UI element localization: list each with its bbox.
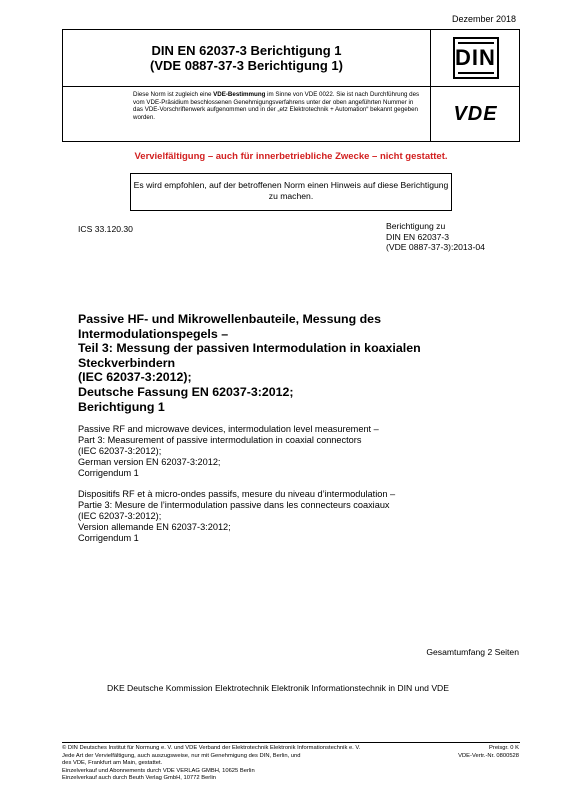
price-group: Preisgr. 0 K — [489, 745, 519, 751]
dke-line: DKE Deutsche Kommission Elektrotechnik Elektronik Informationstechnik in DIN und VDE — [107, 683, 449, 693]
header-box — [62, 29, 520, 142]
vde-logo: VDE — [453, 103, 498, 125]
din-logo-cell — [431, 30, 520, 87]
french-title: Dispositifs RF et à micro-ondes passifs, mesure du niveau d’intermodulation – Partie 3: Mesure de l’intermodulation passive dans les connecteurs coaxiaux (IEC 62037-3:2012); Version allemande EN 62037-3:2012; Corrigendum 1 — [78, 489, 396, 543]
title-line-2: (VDE 0887-37-3 Berichtigung 1) — [150, 58, 343, 73]
footer-divider — [62, 742, 520, 743]
document-title — [63, 30, 431, 87]
total-pages: Gesamtumfang 2 Seiten — [426, 647, 519, 657]
ics-code: ICS 33.120.30 — [78, 224, 133, 234]
vde-note: Diese Norm ist zugleich eine VDE-Bestimmung im Sinne von VDE 0022. Sie ist nach Durchführung des vom VDE-Präsidium beschlossenen Genehmigungsverfahrens unter der oben angeführten Nummer in das VDE-Vorschriftenwerk aufgenommen und in der „etz Elektrotechnik + Automation“ bekannt gegeben worden. — [63, 87, 431, 142]
publication-date: Dezember 2018 — [451, 14, 516, 24]
copy-warning: Vervielfältigung – auch für innerbetriebliche Zwecke – nicht gestattet. — [134, 151, 448, 162]
price-footer — [458, 745, 519, 760]
din-logo — [453, 37, 499, 79]
order-number: VDE-Vertr.-Nr. 0800528 — [458, 752, 519, 759]
english-title: Passive RF and microwave devices, intermodulation level measurement – Part 3: Measurement of passive intermodulation in coaxial connectors (IEC 62037-3:2012); German version EN 62037-3:2012; Corrigendum 1 — [78, 424, 379, 478]
corrigendum-reference: Berichtigung zu DIN EN 62037-3 (VDE 0887-37-3):2013-04 — [386, 221, 485, 252]
vde-logo-cell — [431, 87, 520, 142]
recommendation-box: Es wird empfohlen, auf der betroffenen Norm einen Hinweis auf diese Berichtigung zu machen. — [130, 173, 452, 211]
german-title: Passive HF- und Mikrowellenbauteile, Messung des Intermodulationspegels – Teil 3: Messung der passiven Intermodulation in koaxialen Steckverbindern (IEC 62037-3:2012); Deutsche Fassung EN 62037-3:2012; Berichtigung 1 — [78, 312, 421, 414]
copyright-footer: © DIN Deutsches Institut für Normung e. V. und VDE Verband der Elektrotechnik Elektronik Informationstechnik e. V. Jede Art der Vervielfältigung, auch auszugsweise, nur mit Genehmigung des DIN, Berlin, und des VDE, Frankfurt am Main, gestattet. Einzelverkauf und Abonnements durch VDE VERLAG GMBH, 10625 Berlin Einzelverkauf auch durch Beuth Verlag GmbH, 10772 Berlin — [62, 745, 361, 782]
din-logo-text: DIN — [455, 45, 496, 70]
title-line-1: DIN EN 62037-3 Berichtigung 1 — [151, 43, 342, 58]
